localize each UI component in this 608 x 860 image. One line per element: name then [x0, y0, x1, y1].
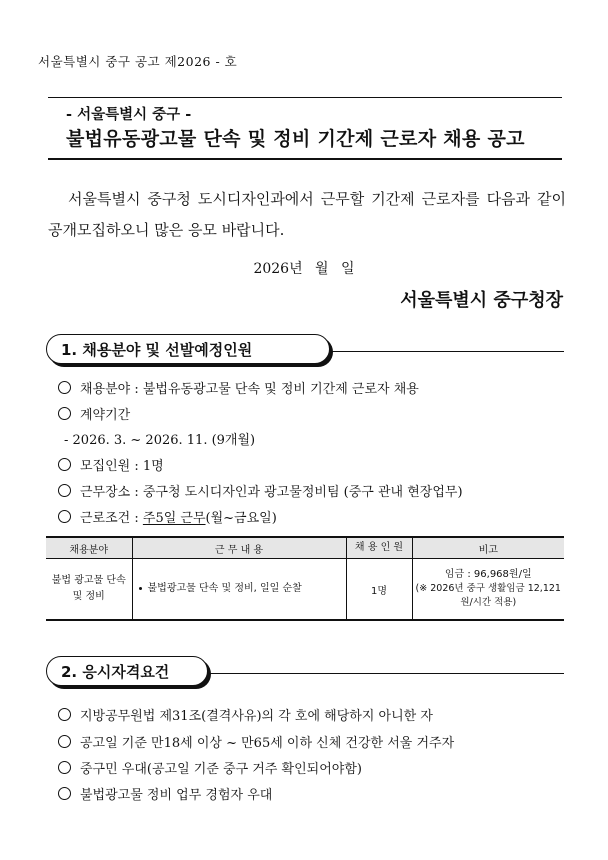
- list-item: 불법광고물 정비 업무 경험자 우대: [58, 784, 272, 803]
- circle-bullet-icon: [58, 484, 71, 497]
- circle-bullet-icon: [58, 510, 71, 523]
- page-title: 불법유동광고물 단속 및 정비 기간제 근로자 채용 공고: [66, 128, 525, 150]
- contract-period-value: - 2026. 3. ~ 2026. 11. (9개월): [64, 433, 256, 448]
- bullet-icon: [139, 587, 142, 590]
- duty-cell: 불법광고물 단속 및 정비, 일일 순찰: [132, 559, 346, 621]
- table-row: [46, 559, 564, 621]
- sub-title: - 서울특별시 중구 -: [66, 107, 192, 123]
- section-divider: [210, 673, 564, 674]
- table-header-cell: 채용분야: [46, 537, 132, 559]
- list-item: 중구민 우대(공고일 기준 중구 거주 확인되어야함): [58, 758, 362, 777]
- wage-note: (※ 2026년 중구 생활임금 12,121원/시간 적용): [415, 583, 561, 608]
- table-header-cell: 비고: [412, 537, 564, 559]
- table-header-cell: 근 무 내 용: [132, 537, 346, 559]
- section-divider: [332, 351, 564, 352]
- recruitment-table: [46, 536, 564, 621]
- circle-bullet-icon: [58, 381, 71, 394]
- list-item: 지방공무원법 제31조(결격사유)의 각 호에 해당하지 아니한 자: [58, 705, 433, 724]
- field-cell: 불법 광고물 단속 및 정비: [46, 559, 132, 621]
- table-header-cell: 채 용 인 원: [346, 537, 412, 559]
- work-condition-item: 근로조건 : 주5일 근무(월~금요일): [58, 507, 277, 526]
- section-heading-qualifications: 2. 응시자격요건: [46, 656, 208, 686]
- circle-bullet-icon: [58, 458, 71, 471]
- table-header-row: [46, 537, 564, 559]
- intro-paragraph: 서울특별시 중구청 도시디자인과에서 근무할 기간제 근로자를 다음과 같이 공개모집하오니 많은 응모 바랍니다.: [48, 190, 566, 239]
- list-item: 모집인원 : 1명: [58, 455, 164, 474]
- notice-date: 2026년 월 일: [253, 261, 355, 277]
- list-item: 채용분야 : 불법유동광고물 단속 및 정비 기간제 근로자 채용: [58, 378, 419, 397]
- circle-bullet-icon: [58, 761, 71, 774]
- list-item: 공고일 기준 만18세 이상 ~ 만65세 이하 신체 건강한 서울 거주자: [58, 732, 454, 751]
- list-item: 계약기간: [58, 404, 130, 423]
- notice-number: 서울특별시 중구 공고 제2026 - 호: [38, 54, 238, 69]
- circle-bullet-icon: [58, 735, 71, 748]
- circle-bullet-icon: [58, 407, 71, 420]
- title-bottom-rule: [48, 158, 562, 160]
- section-heading-recruitment: 1. 채용분야 및 선발예정인원: [46, 334, 330, 364]
- list-item: 근무장소 : 중구청 도시디자인과 광고물정비팀 (중구 관내 현장업무): [58, 481, 463, 500]
- wage-text: 임금 : 96,968원/일: [444, 569, 532, 580]
- issuing-organization: 서울특별시 중구청장: [400, 290, 563, 311]
- circle-bullet-icon: [58, 708, 71, 721]
- title-top-rule: [48, 97, 562, 98]
- circle-bullet-icon: [58, 787, 71, 800]
- underlined-work-days: 주5일 근무: [142, 511, 206, 526]
- count-cell: 1명: [346, 559, 412, 621]
- remarks-cell: [412, 559, 564, 621]
